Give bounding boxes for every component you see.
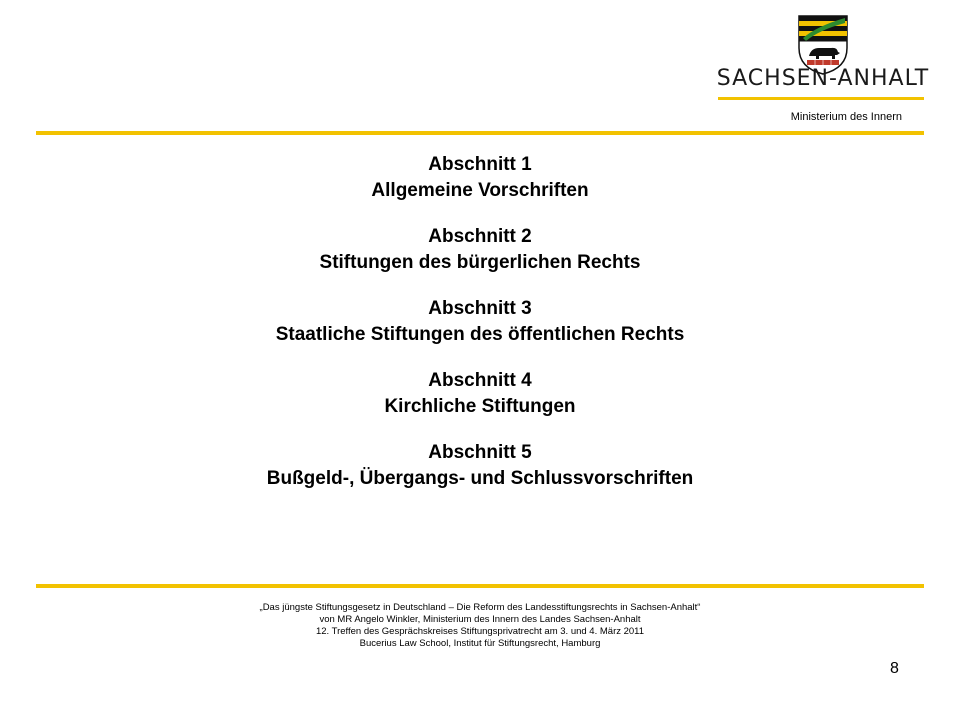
footer-line: Bucerius Law School, Institut für Stiftungsrecht, Hamburg [359,638,601,649]
bottom-divider [36,584,924,588]
state-name-logo: SACHSEN-ANHALT [716,66,930,91]
section-number: Abschnitt 1 [428,154,532,175]
section-item [36,224,924,276]
section-item [36,368,924,420]
header-divider [718,97,924,100]
section-number: Abschnitt 4 [428,370,532,391]
section-item [36,296,924,348]
section-title: Bußgeld-, Übergangs- und Schlussvorschriften [266,468,694,489]
section-title: Staatliche Stiftungen des öffentlichen Rechts [275,324,685,345]
ministry-label: Ministerium des Innern [790,111,902,123]
footer-line: von MR Angelo Winkler, Ministerium des Innern des Landes Sachsen-Anhalt [319,614,641,625]
section-number: Abschnitt 3 [428,298,532,319]
footer-line: 12. Treffen des Gesprächskreises Stiftungsprivatrecht am 3. und 4. März 2011 [315,626,645,637]
section-title: Stiftungen des bürgerlichen Rechts [319,252,641,273]
section-list [36,152,924,512]
section-title: Allgemeine Vorschriften [371,180,589,201]
section-number: Abschnitt 5 [428,442,532,463]
section-item [36,440,924,492]
section-number: Abschnitt 2 [428,226,532,247]
section-item [36,152,924,204]
top-divider [36,131,924,135]
section-title: Kirchliche Stiftungen [384,396,576,417]
footer-citation [36,602,924,650]
footer-line: „Das jüngste Stiftungsgesetz in Deutschland – Die Reform des Landesstiftungsrechts in Sachsen-Anhalt“ [259,602,701,613]
page-number: 8 [890,660,899,677]
